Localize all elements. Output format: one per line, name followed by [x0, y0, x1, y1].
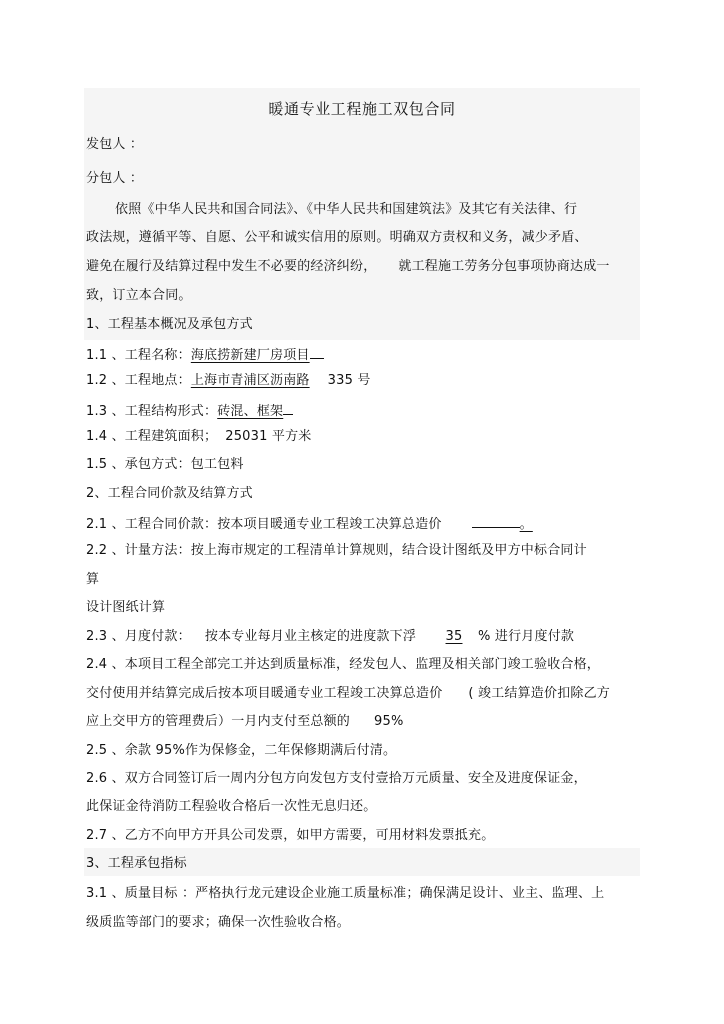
measure-line-3: 设计图纸计算: [86, 600, 166, 615]
monthly-payment-label: 2.3 、月度付款：: [86, 629, 191, 644]
completion-line-2-b: ( 竣工结算造价扣除乙方: [468, 686, 611, 701]
area-value: 25031 平方米: [225, 429, 312, 444]
area-label: 1.4 、工程建筑面积；: [86, 429, 218, 444]
project-site-label: 1.2 、工程地点：: [86, 373, 191, 388]
project-name-line: [86, 344, 634, 365]
project-site-line: [86, 372, 634, 390]
completion-line-2-a: 交付使用并结算完成后按本项目暖通专业工程竣工决算总造价: [86, 686, 443, 701]
project-name-value: 海底捞新建厂房项目: [190, 348, 310, 363]
subcontractor-line: 分包人 ：: [86, 171, 144, 186]
monthly-payment-suffix: % 进行月度付款: [478, 629, 575, 644]
contract-price-line: [86, 513, 634, 534]
project-site-number: 335 号: [327, 373, 371, 388]
intro-line-4: 致，订立本合同。: [86, 288, 192, 303]
intro-line-3: [86, 258, 634, 276]
completion-line-3: [86, 713, 634, 731]
deposit-line-1: 2.6 、双方合同签订后一周内分包方向发包方支付壹拾万元质量、安全及进度保证金，: [86, 771, 587, 786]
measure-line-2: 算: [86, 572, 100, 587]
contract-mode-line: 1.5 、承包方式：包工包料: [86, 457, 244, 472]
area-line: [86, 428, 634, 446]
completion-line-3-b: 95%: [374, 714, 404, 729]
structure-value: 砖混、框架: [217, 404, 284, 419]
balance-line: 2.5 、余款 95%作为保修金，二年保修期满后付清。: [86, 743, 397, 758]
section1-heading: 1、工程基本概况及承包方式: [86, 317, 253, 332]
intro-line-3-a: 避免在履行及结算过程中发生不必要的经济纠纷，: [86, 259, 377, 274]
intro-line-1: 依照《中华人民共和国合同法》、《中华人民共和国建筑法》及其它有关法律、行: [115, 202, 578, 217]
deposit-line-2: 此保证金待消防工程验收合格后一次性无息归还。: [86, 799, 377, 814]
project-name-label: 1.1 、工程名称：: [86, 348, 191, 363]
monthly-payment-line: [86, 628, 634, 646]
monthly-payment-text: 按本专业每月业主核定的进度款下浮: [204, 629, 417, 644]
section3-heading: 3、工程承包指标: [86, 856, 187, 871]
document-title: 暖通专业工程施工双包合同: [268, 100, 456, 118]
quality-line-1: 3.1 、质量目标 ：严格执行龙元建设企业施工质量标准；确保满足设计、业主、监理、上: [86, 886, 605, 901]
monthly-payment-rate: 35: [445, 629, 463, 644]
project-site-value: 上海市青浦区沥南路: [190, 373, 310, 388]
quality-line-2: 级质监等部门的要求；确保一次性验收合格。: [86, 915, 351, 930]
contract-price-end: 。: [519, 517, 533, 532]
intro-line-2: 政法规，遵循平等、自愿、公平和诚实信用的原则。明确双方责权和义务，减少矛盾、: [86, 230, 588, 245]
structure-line: [86, 400, 634, 421]
contract-price-text: 2.1 、工程合同价款：按本项目暖通专业工程竣工决算总造价: [86, 517, 442, 532]
employer-line: 发包人 ：: [86, 137, 144, 152]
intro-line-3-b: 就工程施工劳务分包事项协商达成一: [398, 259, 610, 274]
completion-line-2: [86, 685, 634, 703]
completion-line-1: 2.4 、本项目工程全部完工并达到质量标准，经发包人、监理及相关部门竣工验收合格，: [86, 657, 601, 672]
invoice-line: 2.7 、乙方不向甲方开具公司发票，如甲方需要，可用材料发票抵充。: [86, 828, 495, 843]
section2-heading: 2、工程合同价款及结算方式: [86, 486, 253, 501]
structure-label: 1.3 、工程结构形式：: [86, 404, 218, 419]
measure-line-1: 2.2 、计量方法：按上海市规定的工程清单计算规则，结合设计图纸及甲方中标合同计: [86, 543, 587, 558]
completion-line-3-a: 应上交甲方的管理费后）一月内支付至总额的: [86, 714, 351, 729]
